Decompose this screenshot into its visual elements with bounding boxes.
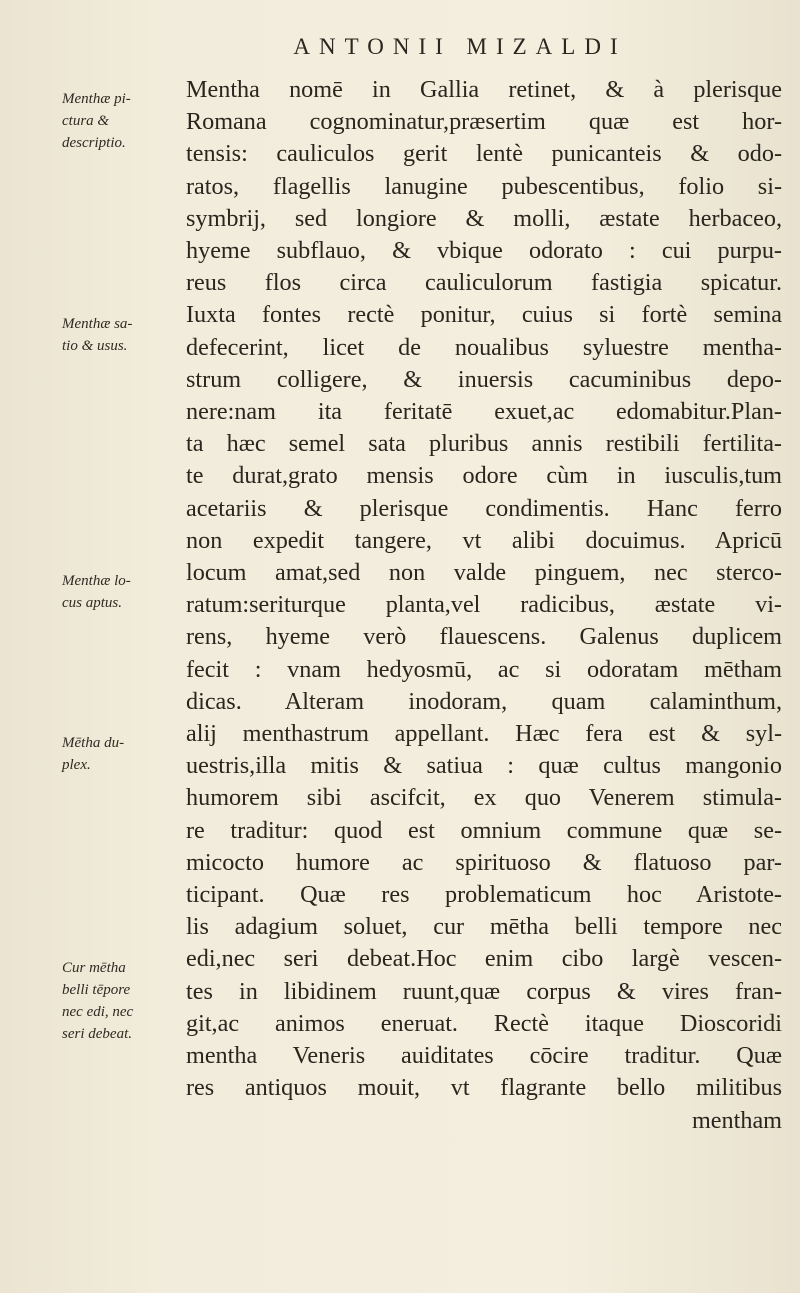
text-line: ratum:seriturque planta,vel radicibus, æstate vi- — [186, 591, 782, 619]
margin-note-twofold — [62, 732, 124, 776]
text-line: ta hæc semel sata pluribus annis restibili fertilita- — [186, 430, 782, 458]
margin-note-line: nec edi, nec — [62, 1004, 134, 1020]
margin-notes — [0, 0, 180, 1293]
margin-note-line: cus aptus. — [62, 595, 122, 611]
margin-note-line: ctura & — [62, 113, 110, 129]
text-line: uestris,illa mitis & satiua : quæ cultus mangonio — [186, 752, 782, 780]
text-line: lis adagium soluet, cur mētha belli tempore nec — [186, 913, 782, 941]
running-header: ANTONII MIZALDI — [293, 34, 627, 59]
margin-note-war-time — [62, 957, 133, 1045]
text-line: rens, hyeme verò flauescens. Galenus duplicem — [186, 623, 782, 651]
text-line: tes in libidinem ruunt,quæ corpus & vires fran- — [186, 977, 782, 1005]
margin-note-line: belli tēpore — [62, 982, 131, 998]
text-line: te durat,grato mensis odore cùm in iusculis,tum — [186, 462, 782, 490]
margin-note-line: seri debeat. — [62, 1026, 132, 1042]
text-line: strum colligere, & inuersis cacuminibus depo- — [186, 365, 782, 393]
text-line: re traditur: quod est omnium commune quæ se- — [186, 816, 782, 844]
text-line: non expedit tangere, vt alibi docuimus. Apricū — [186, 526, 782, 554]
margin-note-line: plex. — [62, 757, 91, 773]
margin-note-location — [62, 570, 131, 614]
text-line: humorem sibi ascifcit, ex quo Venerem stimula- — [186, 784, 782, 812]
text-line: defecerint, licet de noualibus syluestre mentha- — [186, 333, 782, 361]
text-line: reus flos circa cauliculorum fastigia spicatur. — [186, 269, 782, 297]
text-line: tensis: cauliculos gerit lentè punicanteis & odo- — [186, 140, 782, 168]
margin-note-line: Cur mētha — [62, 960, 126, 976]
margin-note-line: Mētha du- — [62, 735, 125, 751]
text-line: locum amat,sed non valde pinguem, nec sterco- — [186, 559, 782, 587]
margin-note-description — [62, 88, 131, 154]
margin-note-line: Menthæ sa- — [62, 316, 133, 332]
text-line: edi,nec seri debeat.Hoc enim cibo largè vescen- — [186, 945, 782, 973]
text-line: alij menthastrum appellant. Hæc fera est & syl- — [186, 720, 782, 748]
text-line: mentham — [691, 1106, 782, 1134]
text-line: nere:nam ita feritatē exuet,ac edomabitur.Plan- — [186, 398, 782, 426]
text-line: Romana cognominatur,præsertim quæ est hor- — [186, 108, 782, 136]
text-line: Mentha nomē in Gallia retinet, & à plerisque — [186, 76, 782, 103]
text-line: symbrij, sed longiore & molli, æstate herbaceo, — [186, 204, 782, 232]
text-line: hyeme subflauo, & vbique odorato : cui purpu- — [186, 237, 782, 265]
text-line: ticipant. Quæ res problematicum hoc Aristote- — [186, 881, 782, 909]
text-line: acetariis & plerisque condimentis. Hanc ferro — [186, 494, 782, 522]
margin-note-line: Menthæ pi- — [62, 91, 131, 107]
text-line: dicas. Alteram inodoram, quam calaminthum, — [186, 687, 782, 715]
text-line: ratos, flagellis lanugine pubescentibus, folio si- — [186, 172, 782, 200]
margin-note-line: tio & usus. — [62, 338, 128, 354]
main-text-block — [186, 74, 782, 1137]
margin-note-line: Menthæ lo- — [62, 573, 131, 589]
text-line: res antiquos mouit, vt flagrante bello militibus — [186, 1074, 782, 1102]
text-line: mentha Veneris auiditates cōcire traditur. Quæ — [186, 1042, 782, 1070]
text-line: git,ac animos eneruat. Rectè itaque Dioscoridi — [186, 1009, 782, 1037]
text-line: fecit : vnam hedyosmū, ac si odoratam mētham — [186, 655, 782, 683]
margin-note-line: descriptio. — [62, 135, 126, 151]
margin-note-sowing-use — [62, 313, 132, 357]
text-line: Iuxta fontes rectè ponitur, cuius si fortè semina — [186, 301, 782, 329]
text-line: micocto humore ac spirituoso & flatuoso par- — [186, 848, 782, 876]
